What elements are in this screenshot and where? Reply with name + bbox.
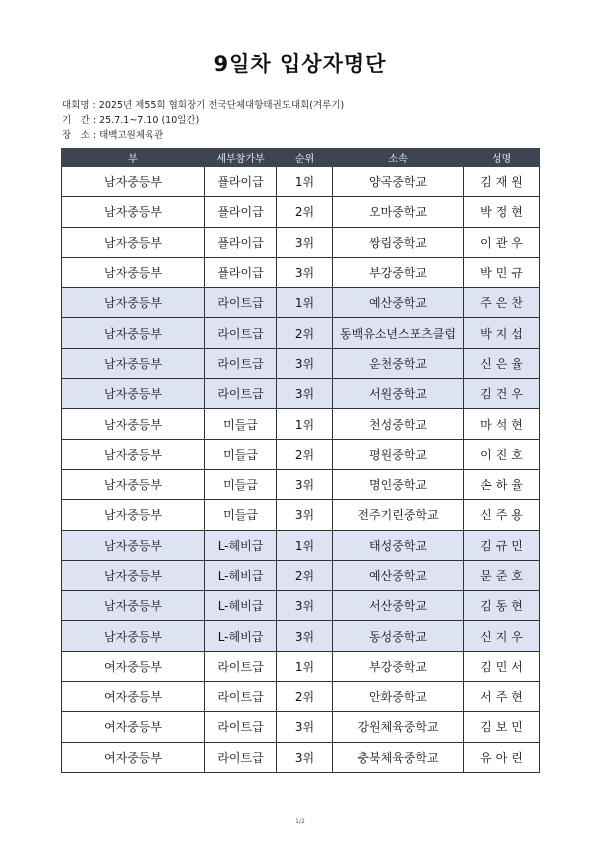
weight-class-cell: 플라이급 <box>205 197 277 227</box>
name-cell: 유아린 <box>464 742 540 772</box>
division-cell: 남자중등부 <box>62 409 205 439</box>
rank-cell: 3위 <box>277 591 333 621</box>
team-cell: 동성중학교 <box>333 621 464 651</box>
weight-class-cell: 라이트급 <box>205 288 277 318</box>
division-cell: 남자중등부 <box>62 530 205 560</box>
rank-cell: 1위 <box>277 409 333 439</box>
team-cell: 태성중학교 <box>333 530 464 560</box>
event-label: 대회명 <box>62 100 90 111</box>
venue-row: 장 소 : 태백고원체육관 <box>62 130 164 141</box>
weight-class-cell: 미들급 <box>205 409 277 439</box>
table-row <box>62 500 540 530</box>
rank-cell: 1위 <box>277 530 333 560</box>
weight-class-cell: 라이트급 <box>205 742 277 772</box>
division-cell: 남자중등부 <box>62 379 205 409</box>
name-cell: 박지섭 <box>464 318 540 348</box>
team-cell: 예산중학교 <box>333 560 464 590</box>
team-cell: 천성중학교 <box>333 409 464 439</box>
division-cell: 여자중등부 <box>62 682 205 712</box>
table-row <box>62 682 540 712</box>
event-name-row: 대회명 : 2025년 제55회 협회장기 전국단체대항태권도대회(겨루기) <box>62 100 345 111</box>
rank-cell: 3위 <box>277 621 333 651</box>
name-cell: 김민서 <box>464 651 540 681</box>
name-cell: 김규민 <box>464 530 540 560</box>
rank-cell: 1위 <box>277 167 333 197</box>
team-cell: 서산중학교 <box>333 591 464 621</box>
rank-cell: 1위 <box>277 651 333 681</box>
rank-cell: 3위 <box>277 227 333 257</box>
rank-cell: 2위 <box>277 439 333 469</box>
table-row <box>62 379 540 409</box>
weight-class-cell: 미들급 <box>205 469 277 499</box>
table-row <box>62 469 540 499</box>
table-row <box>62 167 540 197</box>
team-cell: 부강중학교 <box>333 651 464 681</box>
division-cell: 남자중등부 <box>62 288 205 318</box>
rank-cell: 3위 <box>277 500 333 530</box>
weight-class-cell: 라이트급 <box>205 712 277 742</box>
period-value: 25.7.1~7.10 (10일간) <box>99 115 200 126</box>
weight-class-cell: 플라이급 <box>205 257 277 287</box>
team-cell: 안화중학교 <box>333 682 464 712</box>
event-info <box>62 98 344 143</box>
division-cell: 남자중등부 <box>62 197 205 227</box>
table-row <box>62 288 540 318</box>
name-cell: 이관우 <box>464 227 540 257</box>
name-cell: 서주현 <box>464 682 540 712</box>
team-cell: 양곡중학교 <box>333 167 464 197</box>
rank-cell: 2위 <box>277 682 333 712</box>
name-cell: 손하율 <box>464 469 540 499</box>
weight-class-cell: L-헤비급 <box>205 621 277 651</box>
rank-cell: 3위 <box>277 257 333 287</box>
weight-class-cell: 라이트급 <box>205 348 277 378</box>
division-cell: 여자중등부 <box>62 712 205 742</box>
weight-class-cell: L-헤비급 <box>205 530 277 560</box>
name-cell: 김재원 <box>464 167 540 197</box>
weight-class-cell: 라이트급 <box>205 318 277 348</box>
table-row <box>62 530 540 560</box>
team-cell: 부강중학교 <box>333 257 464 287</box>
weight-class-cell: 라이트급 <box>205 682 277 712</box>
team-cell: 오마중학교 <box>333 197 464 227</box>
division-cell: 여자중등부 <box>62 651 205 681</box>
rank-cell: 2위 <box>277 197 333 227</box>
name-cell: 신은율 <box>464 348 540 378</box>
table-row <box>62 742 540 772</box>
name-cell: 이진호 <box>464 439 540 469</box>
name-cell: 마석현 <box>464 409 540 439</box>
team-cell: 명인중학교 <box>333 469 464 499</box>
team-cell: 서원중학교 <box>333 379 464 409</box>
team-cell: 예산중학교 <box>333 288 464 318</box>
weight-class-cell: 미들급 <box>205 500 277 530</box>
team-cell: 충북체육중학교 <box>333 742 464 772</box>
table-row <box>62 257 540 287</box>
table-row <box>62 560 540 590</box>
division-cell: 남자중등부 <box>62 439 205 469</box>
division-cell: 남자중등부 <box>62 318 205 348</box>
name-cell: 신주용 <box>464 500 540 530</box>
division-cell: 남자중등부 <box>62 621 205 651</box>
period-row: 기 간 : 25.7.1~7.10 (10일간) <box>62 115 200 126</box>
header-name: 성명 <box>464 149 540 167</box>
header-division: 부 <box>62 149 205 167</box>
division-cell: 남자중등부 <box>62 257 205 287</box>
table-row <box>62 348 540 378</box>
division-cell: 남자중등부 <box>62 591 205 621</box>
name-cell: 김보민 <box>464 712 540 742</box>
division-cell: 남자중등부 <box>62 560 205 590</box>
rank-cell: 1위 <box>277 288 333 318</box>
venue-label: 장 소 <box>62 130 90 141</box>
team-cell: 강원체육중학교 <box>333 712 464 742</box>
weight-class-cell: L-헤비급 <box>205 591 277 621</box>
page-title: 9일차 입상자명단 <box>213 52 387 76</box>
rank-cell: 3위 <box>277 348 333 378</box>
team-cell: 운천중학교 <box>333 348 464 378</box>
table-row <box>62 409 540 439</box>
name-cell: 신지우 <box>464 621 540 651</box>
event-value: 2025년 제55회 협회장기 전국단체대항태권도대회(겨루기) <box>98 100 345 111</box>
team-cell: 전주기린중학교 <box>333 500 464 530</box>
division-cell: 남자중등부 <box>62 167 205 197</box>
team-cell: 동백유소년스포츠클럽 <box>333 318 464 348</box>
name-cell: 박정현 <box>464 197 540 227</box>
name-cell: 김동현 <box>464 591 540 621</box>
table-row <box>62 227 540 257</box>
rank-cell: 3위 <box>277 712 333 742</box>
name-cell: 문준호 <box>464 560 540 590</box>
rank-cell: 2위 <box>277 318 333 348</box>
table-row <box>62 439 540 469</box>
division-cell: 남자중등부 <box>62 469 205 499</box>
division-cell: 남자중등부 <box>62 348 205 378</box>
header-team: 소속 <box>333 149 464 167</box>
team-cell: 평원중학교 <box>333 439 464 469</box>
rank-cell: 3위 <box>277 469 333 499</box>
results-table <box>61 148 540 773</box>
name-cell: 김건우 <box>464 379 540 409</box>
division-cell: 남자중등부 <box>62 500 205 530</box>
division-cell: 여자중등부 <box>62 742 205 772</box>
weight-class-cell: 미들급 <box>205 439 277 469</box>
team-cell: 쌍림중학교 <box>333 227 464 257</box>
rank-cell: 3위 <box>277 742 333 772</box>
table-row <box>62 197 540 227</box>
rank-cell: 2위 <box>277 560 333 590</box>
weight-class-cell: 플라이급 <box>205 167 277 197</box>
name-cell: 박민규 <box>464 257 540 287</box>
weight-class-cell: L-헤비급 <box>205 560 277 590</box>
rank-cell: 3위 <box>277 379 333 409</box>
period-label: 기 간 <box>62 115 90 126</box>
header-weight-class: 세부참가부 <box>205 149 277 167</box>
division-cell: 남자중등부 <box>62 227 205 257</box>
name-cell: 주은찬 <box>464 288 540 318</box>
weight-class-cell: 플라이급 <box>205 227 277 257</box>
table-row <box>62 621 540 651</box>
weight-class-cell: 라이트급 <box>205 379 277 409</box>
weight-class-cell: 라이트급 <box>205 651 277 681</box>
table-row <box>62 712 540 742</box>
page-number: 1/2 <box>295 818 305 825</box>
table-header-row <box>62 149 540 167</box>
table-row <box>62 591 540 621</box>
table-row <box>62 318 540 348</box>
venue-value: 태백고원체육관 <box>99 130 164 141</box>
table-row <box>62 651 540 681</box>
header-rank: 순위 <box>277 149 333 167</box>
